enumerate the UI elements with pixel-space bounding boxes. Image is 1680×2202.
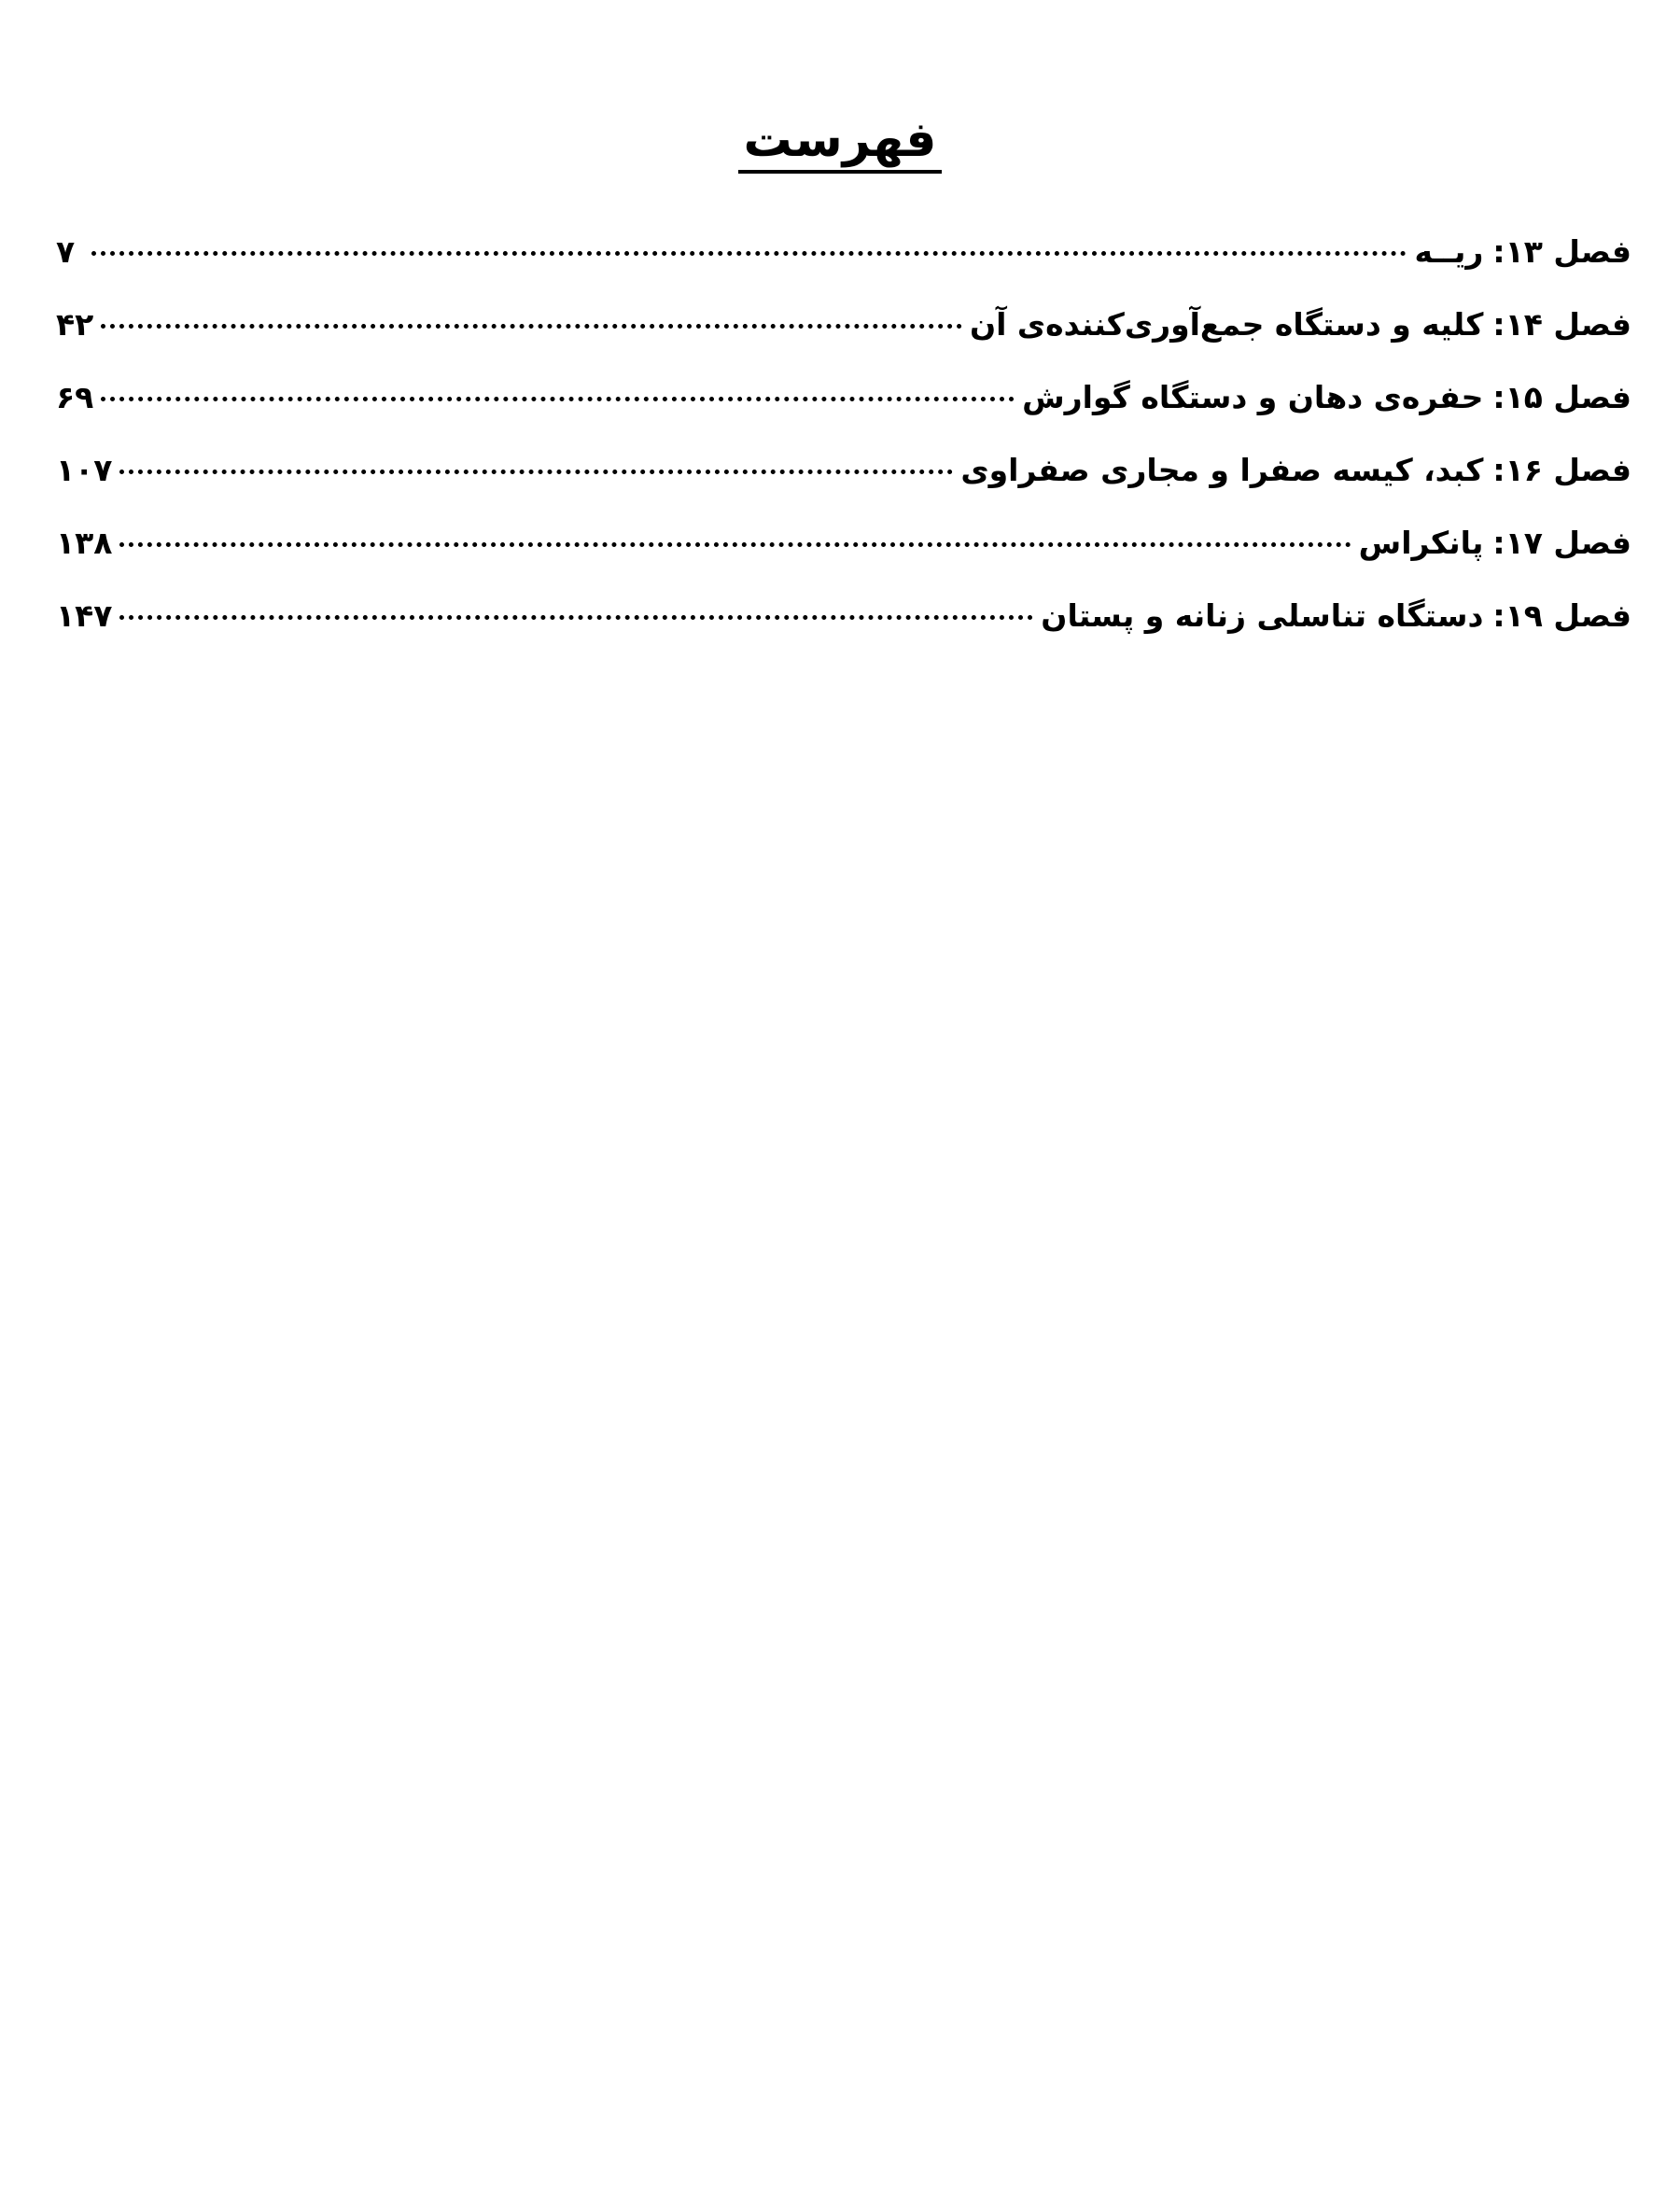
toc-separator: : bbox=[1492, 597, 1505, 634]
toc-entry[interactable] bbox=[56, 302, 1631, 374]
toc-page-number: ۱۴۷ bbox=[56, 597, 113, 634]
toc-chapter-title: کلیه و دستگاه جمع‌آوری‌کننده‌ی آن bbox=[969, 306, 1484, 343]
toc-entry[interactable] bbox=[56, 593, 1631, 666]
toc-entry[interactable] bbox=[56, 520, 1631, 593]
toc-page-number: ۱۳۸ bbox=[56, 525, 113, 561]
toc-separator: : bbox=[1492, 379, 1505, 415]
page-title-text: فهرست bbox=[738, 112, 943, 174]
page-title bbox=[0, 110, 1680, 174]
toc-chapter-title: پانکراس bbox=[1358, 525, 1484, 561]
toc-dot-leader bbox=[119, 470, 953, 474]
toc-entry-label bbox=[970, 302, 1631, 348]
toc-entry[interactable] bbox=[56, 229, 1631, 302]
toc-chapter-title: حفره‌ی دهان و دستگاه گوارش bbox=[1022, 379, 1484, 415]
toc-chapter-number: فصل ۱۹ bbox=[1505, 597, 1631, 634]
toc-separator: : bbox=[1492, 525, 1505, 561]
table-of-contents bbox=[56, 229, 1631, 666]
toc-entry-label bbox=[1359, 520, 1631, 567]
toc-entry[interactable] bbox=[56, 447, 1631, 520]
toc-page-number: ۱۰۷ bbox=[56, 452, 113, 488]
toc-chapter-number: فصل ۱۵ bbox=[1505, 379, 1631, 415]
toc-chapter-title: دستگاه تناسلی زنانه و پستان bbox=[1041, 597, 1484, 634]
toc-dot-leader bbox=[101, 324, 962, 329]
toc-chapter-title: ریــه bbox=[1414, 233, 1484, 270]
toc-dot-leader bbox=[119, 542, 1351, 547]
toc-entry[interactable] bbox=[56, 374, 1631, 447]
toc-page-number: ۶۹ bbox=[56, 379, 94, 415]
toc-page-number: ۴۲ bbox=[56, 306, 94, 343]
toc-separator: : bbox=[1492, 233, 1505, 270]
toc-dot-leader bbox=[101, 397, 1015, 401]
toc-entry-label bbox=[1414, 229, 1631, 275]
toc-separator: : bbox=[1492, 306, 1505, 343]
toc-chapter-number: فصل ۱۷ bbox=[1505, 525, 1631, 561]
toc-dot-leader bbox=[91, 251, 1407, 256]
toc-chapter-number: فصل ۱۴ bbox=[1505, 306, 1631, 343]
toc-entry-label bbox=[1022, 374, 1631, 421]
toc-chapter-number: فصل ۱۳ bbox=[1505, 233, 1631, 270]
toc-entry-label bbox=[960, 447, 1631, 494]
toc-dot-leader bbox=[119, 615, 1033, 620]
toc-separator: : bbox=[1492, 452, 1505, 488]
toc-chapter-title: کبد، کیسه صفرا و مجاری صفراوی bbox=[960, 452, 1484, 488]
toc-chapter-number: فصل ۱۶ bbox=[1505, 452, 1631, 488]
toc-page-number: ۷ bbox=[56, 233, 76, 270]
toc-entry-label bbox=[1041, 593, 1631, 639]
